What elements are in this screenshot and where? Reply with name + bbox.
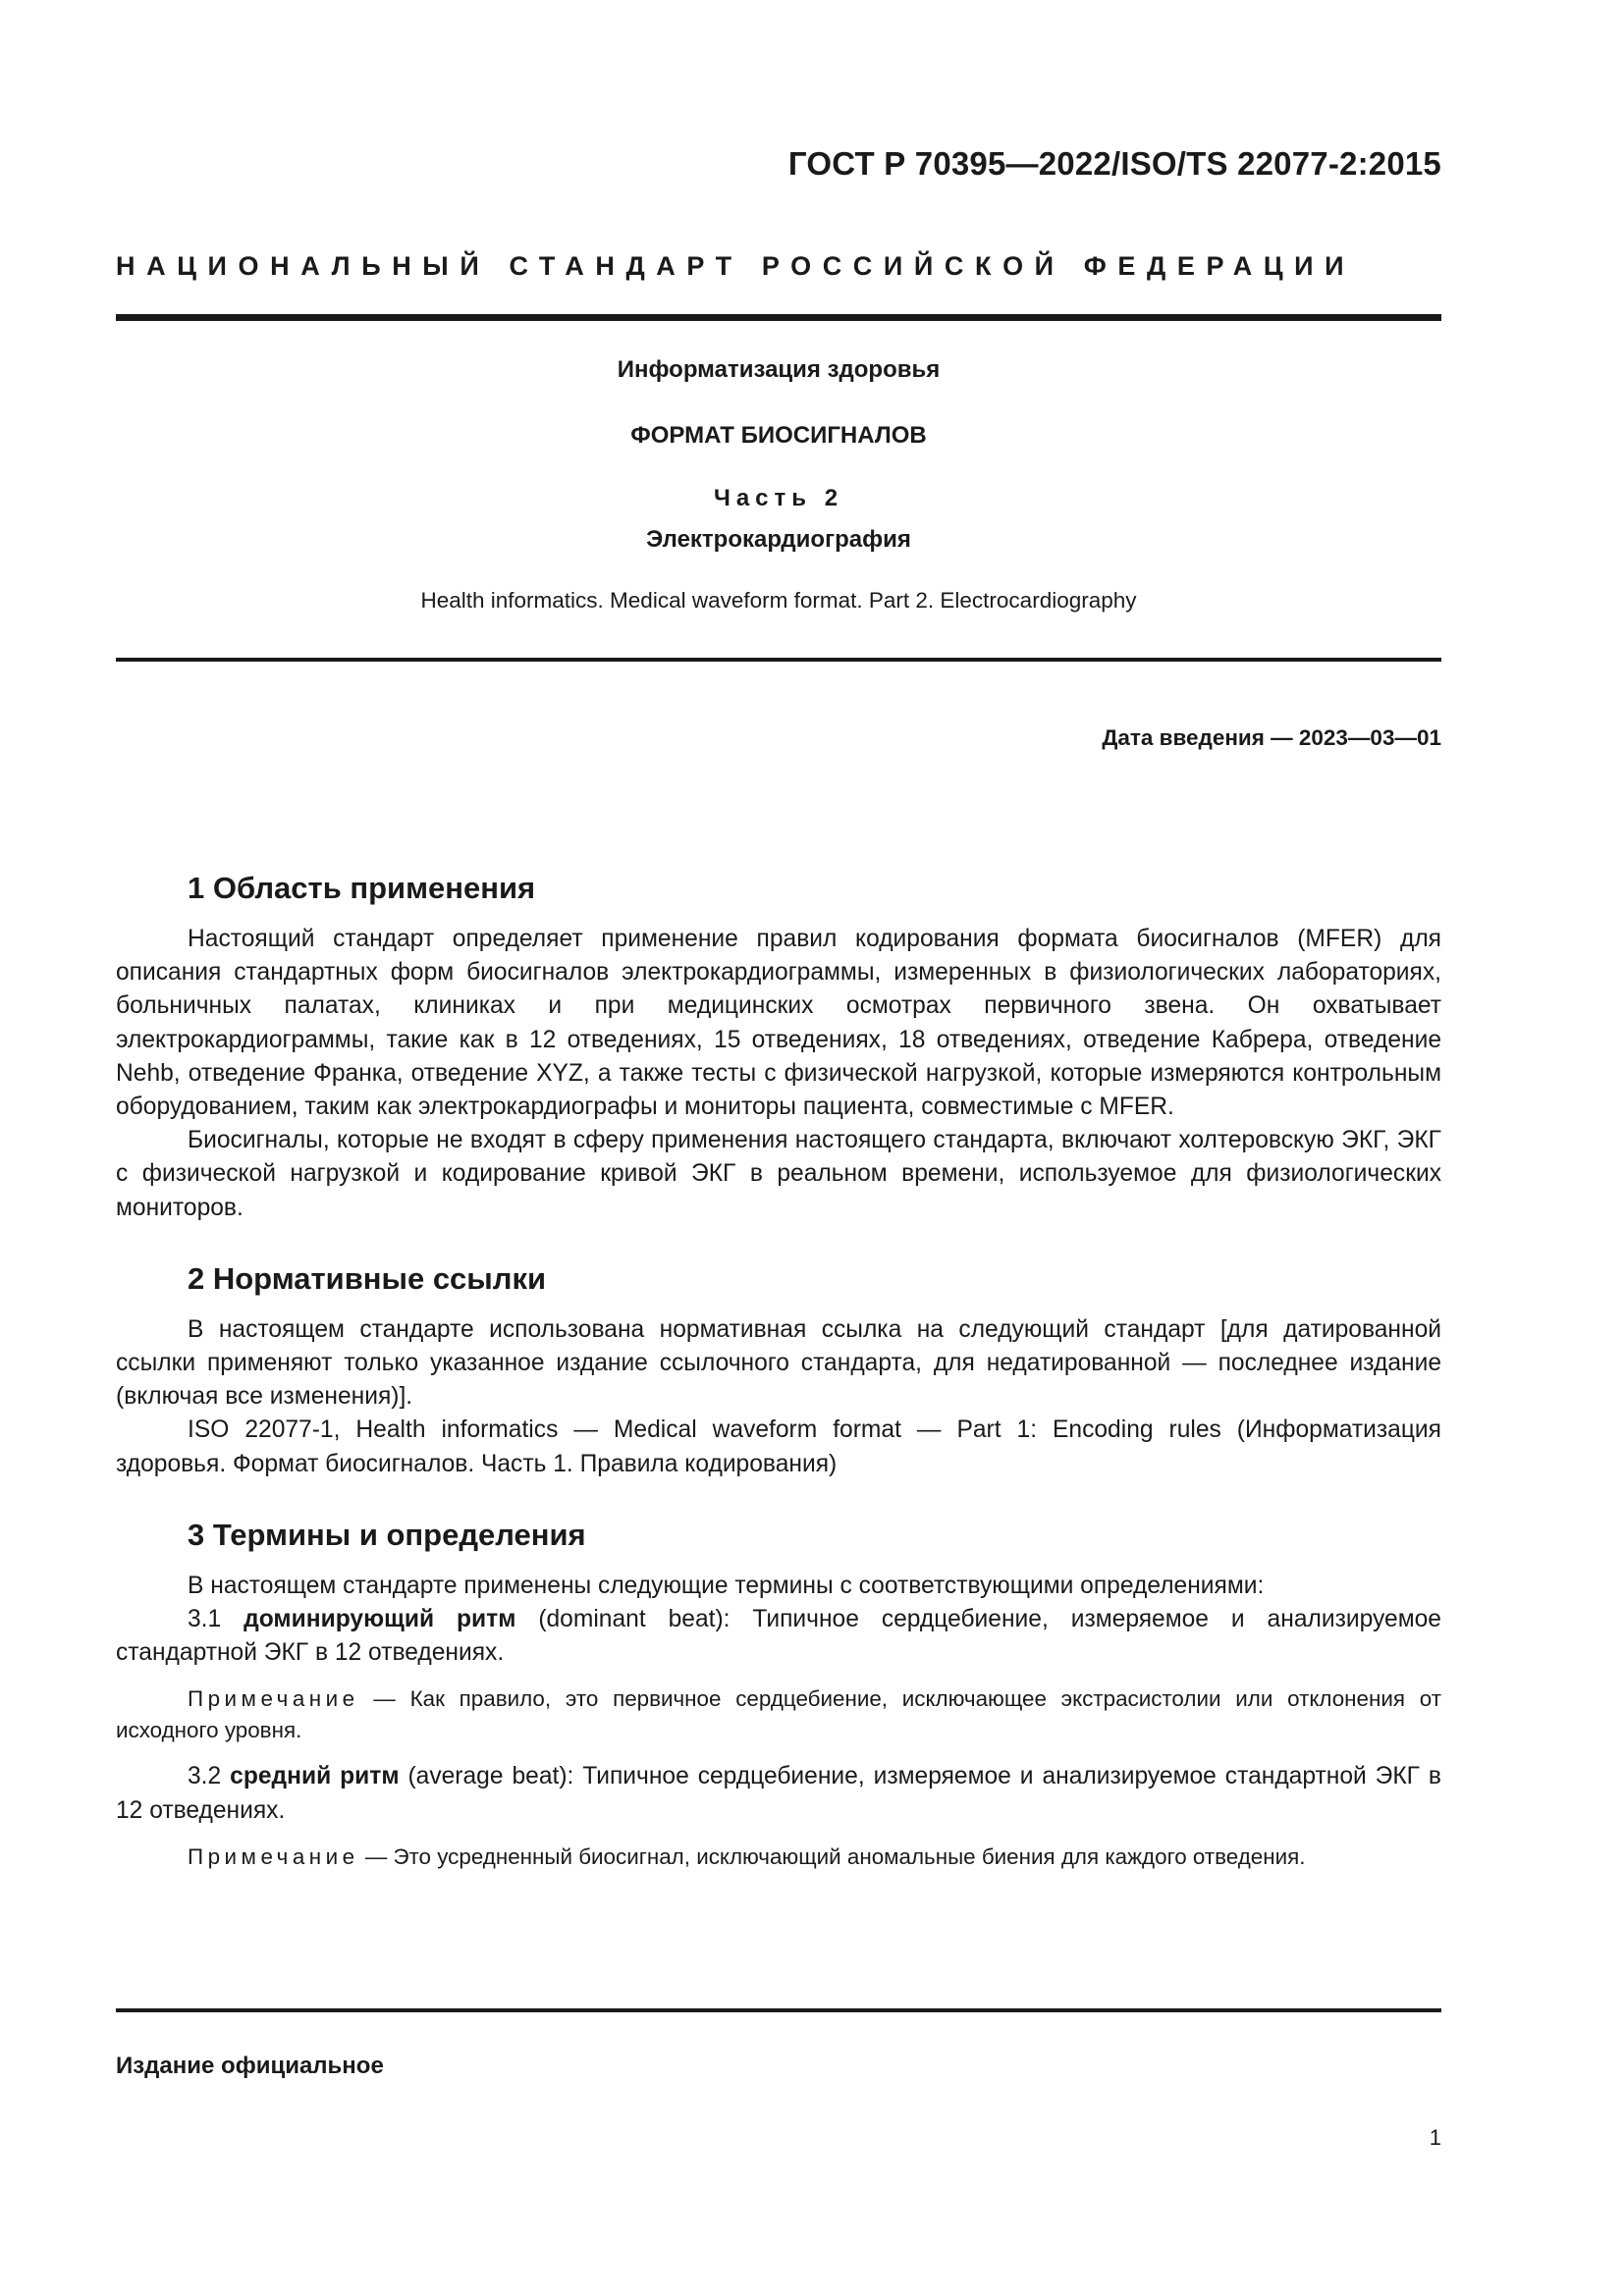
term-number: 3.1 xyxy=(188,1606,222,1633)
title-subtitle: Электрокардиография xyxy=(646,526,911,553)
national-standard-banner: НАЦИОНАЛЬНЫЙ СТАНДАРТ РОССИЙСКОЙ ФЕДЕРАЦИИ xyxy=(116,251,1356,281)
footer-rule xyxy=(116,2008,1441,2012)
note-text: — Это усредненный биосигнал, исключающий аномальные биения для каждого отведения. xyxy=(364,1843,1306,1869)
title-english: Health informatics. Medical waveform format. Part 2. Electrocardiography xyxy=(420,588,1137,613)
page-number: 1 xyxy=(1429,2125,1441,2150)
header-rule xyxy=(116,314,1441,321)
section-1-paragraph-1: Настоящий стандарт определяет применение правил кодирования формата биосигналов (MFER) для описания стандартных форм биосигналов электрокардиограммы, измеренных в физиологических лабораториях, больничных палатах, клиниках и при медицинских осмотрах первичного звена. Он охватывает электрокардиограммы, такие как в 12 отведениях, 15 отведениях, 18 отведениях, отведение Кабрера, отведение Nehb, отведение Франка, отведение XYZ, а также тесты с физической нагрузкой, которые измеряются контрольным оборудованием, таким как электрокардиографы и мониторы пациента, совместимые с MFER. xyxy=(116,926,1441,1121)
term-name: доминирующий ритм xyxy=(244,1606,516,1633)
term-3-1 xyxy=(116,1603,1441,1670)
section-1-paragraph-2: Биосигналы, которые не входят в сферу применения настоящего стандарта, включают холтеровскую ЭКГ, ЭКГ с физической нагрузкой и кодирование кривой ЭКГ в реальном времени, используемое для физиологических мониторов. xyxy=(116,1127,1441,1221)
term-definition: (dominant beat): Типичное сердцебиение, измеряемое и анализируемое стандартной ЭКГ в 12 отведениях. xyxy=(116,1606,1441,1667)
title-rule xyxy=(116,658,1441,662)
section-3-heading: 3 Термины и определения xyxy=(188,1517,586,1552)
note-label: Примечание xyxy=(188,1843,359,1869)
title-main: ФОРМАТ БИОСИГНАЛОВ xyxy=(630,422,927,449)
section-3-intro: В настоящем стандарте применены следующие термины с соответствующими определениями: xyxy=(188,1572,1265,1599)
introduction-date: Дата введения — 2023—03—01 xyxy=(1102,725,1441,750)
term-3-2 xyxy=(116,1760,1441,1827)
title-part: Часть 2 xyxy=(713,485,844,511)
note-2 xyxy=(116,1842,1441,1873)
document-body xyxy=(116,868,1441,1873)
standard-designation: ГОСТ Р 70395—2022/ISO/TS 22077-2:2015 xyxy=(787,145,1441,182)
section-1-heading: 1 Область применения xyxy=(188,871,536,905)
section-2-paragraph-1: В настоящем стандарте использована нормативная ссылка на следующий стандарт [для датированной ссылки применяют только указанное издание ссылочного стандарта, для недатированной — последнее издание (включая все изменения)]. xyxy=(116,1315,1441,1411)
note-label: Примечание xyxy=(188,1686,359,1712)
title-series: Информатизация здоровья xyxy=(617,356,941,383)
section-2-heading: 2 Нормативные ссылки xyxy=(188,1260,547,1296)
section-2-paragraph-2: ISO 22077-1, Health informatics — Medical waveform format — Part 1: Encoding rules (Информатизация здоровья. Формат биосигналов. Часть 1. Правила кодирования) xyxy=(116,1416,1441,1477)
note-1 xyxy=(116,1683,1441,1746)
term-name: средний ритм xyxy=(230,1763,400,1790)
official-edition: Издание официальное xyxy=(116,2053,384,2079)
note-text: — Как правило, это первичное сердцебиение, исключающее экстрасистолии или отклонения от исходного уровня. xyxy=(116,1686,1441,1743)
term-definition: (average beat): Типичное сердцебиение, измеряемое и анализируемое стандартной ЭКГ в 12 отведениях. xyxy=(116,1763,1441,1824)
term-number: 3.2 xyxy=(188,1763,222,1790)
